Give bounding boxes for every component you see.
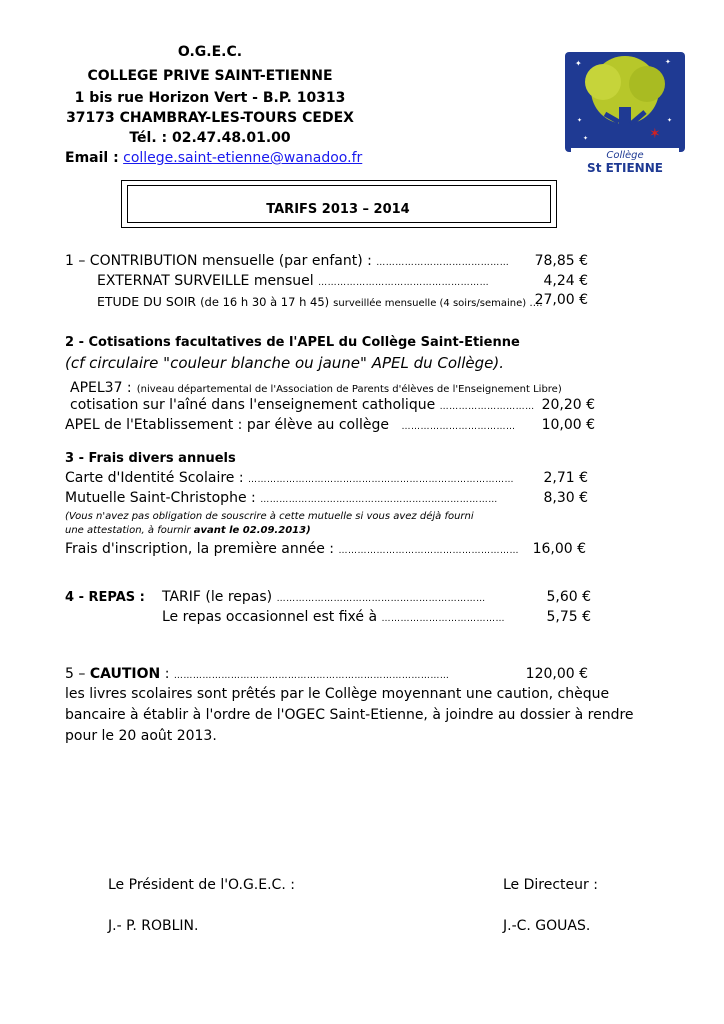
carte-dots: ………………………………………………………………………… bbox=[248, 475, 515, 485]
mutuelle-note-2 bbox=[65, 525, 311, 536]
svg-text:✶: ✶ bbox=[649, 126, 661, 142]
caution-value: 120,00 € bbox=[525, 666, 588, 682]
mutuelle-note-2-text: une attestation, à fournir bbox=[65, 525, 191, 536]
president-title: Le Président de l'O.G.E.C. : bbox=[108, 877, 295, 893]
mutuelle-dots: ………………………………………………………………… bbox=[260, 495, 498, 505]
repas-tarif-label bbox=[162, 589, 486, 605]
svg-text:✦: ✦ bbox=[575, 59, 582, 68]
repas-occ-dots: ………………………………… bbox=[381, 614, 505, 624]
apel-etab-label bbox=[65, 417, 515, 433]
repas-occ-label bbox=[162, 609, 505, 625]
apel37-line bbox=[70, 377, 562, 396]
director-title: Le Directeur : bbox=[503, 877, 598, 893]
president-name: J.- P. ROBLIN. bbox=[108, 918, 199, 934]
carte-text: Carte d'Identité Scolaire : bbox=[65, 470, 244, 486]
svg-text:✦: ✦ bbox=[577, 117, 583, 124]
apel37-label: APEL37 : bbox=[70, 380, 132, 396]
caution-prefix: 5 – bbox=[65, 666, 86, 682]
externat-dots: ……………………………………………… bbox=[318, 278, 490, 288]
repas-occ-value: 5,75 € bbox=[546, 609, 591, 625]
repas-tarif-text: TARIF (le repas) bbox=[162, 589, 273, 605]
carte-label bbox=[65, 470, 514, 486]
svg-text:✦: ✦ bbox=[665, 58, 671, 66]
etude-value: 27,00 € bbox=[534, 292, 588, 308]
logo-line-1: Collège bbox=[606, 150, 644, 161]
apel-heading: 2 - Cotisations facultatives de l'APEL du Collège Saint-Etienne bbox=[65, 335, 520, 350]
page-title: TARIFS 2013 – 2014 bbox=[266, 202, 410, 217]
apel-subheading: (cf circulaire "couleur blanche ou jaune" APEL du Collège). bbox=[65, 354, 504, 372]
caution-para-2: bancaire à établir à l'ordre de l'OGEC Saint-Etienne, à joindre au dossier à rendre bbox=[65, 707, 634, 723]
apel37-note: (niveau départemental de l'Association de Parents d'élèves de l'Enseignement Libre) bbox=[136, 384, 562, 395]
contribution-text: 1 – CONTRIBUTION mensuelle (par enfant) : bbox=[65, 253, 372, 269]
caution-dots: …………………………………………………………………………… bbox=[173, 671, 450, 681]
repas-tarif-value: 5,60 € bbox=[546, 589, 591, 605]
apel-etab-dots: ……………………………… bbox=[401, 422, 516, 432]
svg-text:✦: ✦ bbox=[583, 135, 589, 142]
caution-colon: : bbox=[164, 666, 170, 682]
inscription-text: Frais d'inscription, la première année : bbox=[65, 541, 334, 557]
etude-note: surveillée mensuelle (4 soirs/semaine) …. bbox=[333, 298, 543, 309]
org-name: O.G.E.C. bbox=[177, 44, 243, 60]
caution-label bbox=[65, 666, 449, 682]
externat-text: EXTERNAT SURVEILLE mensuel bbox=[97, 273, 314, 289]
apel-aine-label bbox=[70, 397, 535, 413]
tree-logo-icon bbox=[565, 52, 685, 176]
carte-value: 2,71 € bbox=[543, 470, 588, 486]
inscription-label bbox=[65, 541, 519, 557]
apel-etab-text: APEL de l'Etablissement : par élève au collège bbox=[65, 417, 390, 433]
etude-label bbox=[97, 294, 543, 309]
phone: Tél. : 02.47.48.01.00 bbox=[129, 130, 291, 146]
logo-line-2: St ETIENNE bbox=[587, 161, 663, 175]
repas-tarif-dots: ………………………………………………………… bbox=[276, 594, 486, 604]
apel-aine-dots: ………………………… bbox=[439, 402, 535, 412]
address-line-2: 37173 CHAMBRAY-LES-TOURS CEDEX bbox=[66, 110, 354, 126]
caution-para-1: les livres scolaires sont prêtés par le Collège moyennant une caution, chèque bbox=[65, 686, 610, 702]
inscription-value: 16,00 € bbox=[532, 541, 586, 557]
apel-aine-text: cotisation sur l'aîné dans l'enseignement catholique bbox=[70, 397, 436, 413]
mutuelle-text: Mutuelle Saint-Christophe : bbox=[65, 490, 256, 506]
frais-heading: 3 - Frais divers annuels bbox=[65, 451, 236, 466]
externat-value: 4,24 € bbox=[543, 273, 588, 289]
contribution-label bbox=[65, 253, 509, 269]
contribution-value: 78,85 € bbox=[534, 253, 588, 269]
etude-detail: (de 16 h 30 à 17 h 45) bbox=[200, 295, 330, 309]
externat-label bbox=[97, 273, 489, 289]
svg-text:✦: ✦ bbox=[667, 117, 673, 124]
caution-heading: CAUTION bbox=[89, 666, 161, 682]
director-name: J.-C. GOUAS. bbox=[503, 918, 591, 934]
email-line bbox=[65, 150, 362, 166]
email-label: Email : bbox=[65, 150, 119, 166]
inscription-dots: ………………………………………………… bbox=[338, 546, 519, 556]
contribution-dots: …………………………………… bbox=[376, 258, 510, 268]
mutuelle-note-1: (Vous n'avez pas obligation de souscrire à cette mutuelle si vous avez déjà fourni bbox=[65, 511, 474, 522]
apel-etab-value: 10,00 € bbox=[541, 417, 595, 433]
mutuelle-label bbox=[65, 490, 498, 506]
mutuelle-value: 8,30 € bbox=[543, 490, 588, 506]
apel-aine-value: 20,20 € bbox=[541, 397, 595, 413]
etude-text: ETUDE DU SOIR bbox=[97, 294, 197, 309]
email-link[interactable]: college.saint-etienne@wanadoo.fr bbox=[123, 150, 363, 166]
caution-para-3: pour le 20 août 2013. bbox=[65, 728, 217, 744]
mutuelle-note-2-bold: avant le 02.09.2013) bbox=[193, 525, 311, 536]
repas-heading: 4 - REPAS : bbox=[65, 590, 145, 605]
school-name: COLLEGE PRIVE SAINT-ETIENNE bbox=[87, 68, 333, 84]
address-line-1: 1 bis rue Horizon Vert - B.P. 10313 bbox=[74, 90, 346, 106]
repas-occ-text: Le repas occasionnel est fixé à bbox=[162, 609, 378, 625]
